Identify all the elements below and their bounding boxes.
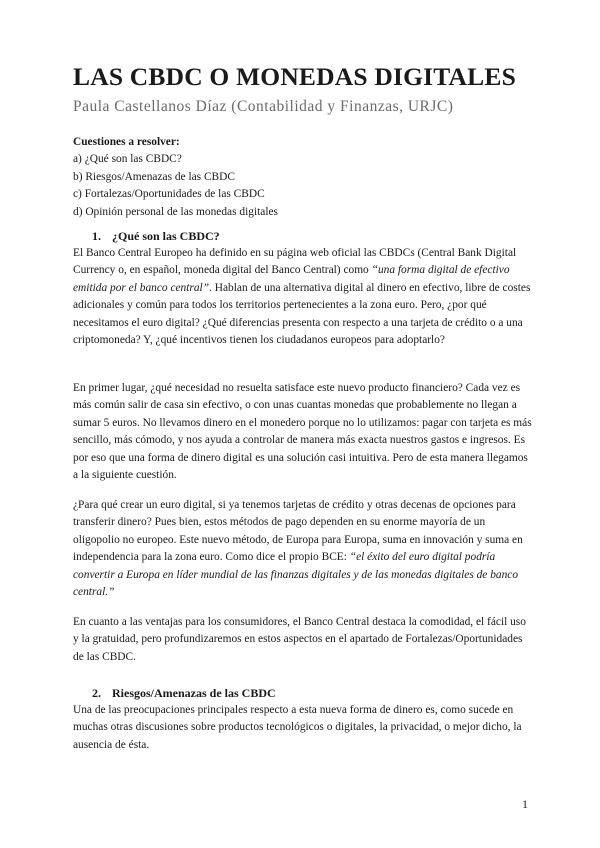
questions-heading: Cuestiones a resolver:: [73, 136, 180, 148]
paragraph-text: ¿Para qué crear un euro digital, si ya tenemos tarjetas de crédito y otras decenas de opciones para transferir dinero? Pues bien, estos métodos de pago dependen en su enorme mayoría de un oligopolio no europeo. Este nuevo método, de Europa para Europa, suma en innovación y suma en independencia para la zona euro. Como dice el propio BCE:: [73, 499, 523, 564]
paragraph-text: En primer lugar, ¿qué necesidad no resuelta satisface este nuevo producto financiero? Cada vez es más común salir de casa sin efectivo, o con unas cuantas monedas que probablemente no llegan a sumar 5 euros. No llevamos dinero en el monedero porque no lo utilizamos: pagar con tarjeta es más sencillo, más cómodo, y nos ayuda a controlar de manera más exacta nuestros gastos e ingresos. Es por eso que una forma de dinero digital es una solución casi intuitiva. Pero de esta manera llegamos a la siguiente cuestión.: [73, 382, 532, 482]
quote-text: “una forma digital de efectivo emitida por el banco central”: [73, 264, 510, 294]
section-1-paragraph-1: [73, 245, 533, 349]
page-number: 1: [522, 797, 528, 811]
section-1-paragraph-3: [73, 497, 533, 601]
section-number: 1.: [92, 229, 101, 243]
paragraph-text: El Banco Central Europeo ha definido en su página web oficial las CBDCs (Central Bank Digital Currency o, en español, moneda digital del Banco Central) como: [73, 247, 517, 277]
section-title: ¿Qué son las CBDC?: [112, 229, 220, 243]
question-item: c) Fortalezas/Oportunidades de las CBDC: [73, 188, 265, 201]
section-1-paragraph-4: [73, 614, 533, 666]
quote-text: “el éxito del euro digital podría convertir a Europa en líder mundial de las finanzas digitales y de las monedas digitales de banco central.”: [73, 551, 519, 599]
questions-list: [73, 134, 533, 221]
paragraph-text: En cuanto a las ventajas para los consumidores, el Banco Central destaca la comodidad, el fácil uso y la gratuidad, pero profundizaremos en estos aspectos en el apartado de Fortalezas/Oportunidades de las CBDC.: [73, 616, 526, 663]
document-title: LAS CBDC O MONEDAS DIGITALES: [73, 62, 516, 91]
section-number: 2.: [92, 686, 101, 700]
section-2-paragraph-1: [73, 702, 533, 754]
paragraph-text: Una de las preocupaciones principales respecto a esta nueva forma de dinero es, como sucede en muchas otras discusiones sobre productos tecnológicos o digitales, la privacidad, o mejor dicho, la ausencia de ésta.: [73, 704, 522, 751]
document-subtitle: Paula Castellanos Díaz (Contabilidad y Finanzas, URJC): [73, 98, 454, 115]
section-1-heading: [92, 229, 220, 244]
section-1-paragraph-2: [73, 380, 533, 484]
question-item: d) Opinión personal de las monedas digitales: [73, 205, 278, 218]
paragraph-text: . Hablan de una alternativa digital al dinero en efectivo, libre de costes adicionales y común para todos los territorios pertenecientes a la zona euro. Pero, ¿por qué necesitamos el euro digital? ¿Qué diferencias presenta con respecto a una tarjeta de crédito o a una criptomoneda? Y, ¿qué incentivos tienen los ciudadanos europeos para adoptarlo?: [73, 281, 531, 347]
section-2-heading: [92, 686, 276, 701]
question-item: b) Riesgos/Amenazas de las CBDC: [73, 170, 235, 183]
question-item: a) ¿Qué son las CBDC?: [73, 153, 182, 166]
section-title: Riesgos/Amenazas de las CBDC: [112, 686, 276, 700]
